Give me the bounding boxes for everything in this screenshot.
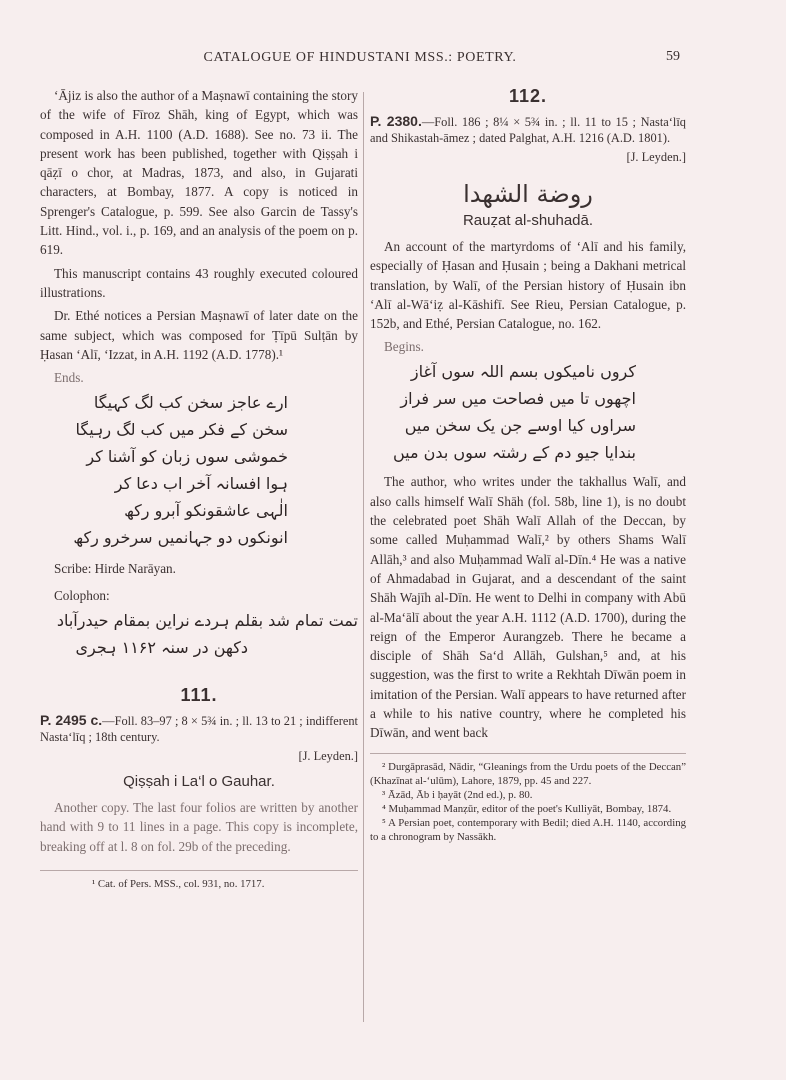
colophon-label: Colophon: (54, 588, 110, 604)
attribution-leyden: [J. Leyden.] (626, 150, 686, 164)
footnote-rule (370, 753, 686, 754)
work-title-111: Qiṣṣah i La‘l o Gauhar. (123, 773, 275, 791)
ends-verses (40, 389, 358, 551)
ends-label: Ends. (54, 370, 84, 386)
begins-verses (370, 358, 686, 466)
footnote-rule (40, 870, 358, 871)
running-title: CATALOGUE OF HINDUSTANI MSS.: POETRY. (203, 50, 517, 65)
paragraph-illustrations: This manuscript contains 43 roughly executed coloured illustrations. (40, 265, 358, 300)
entry-111-reference (40, 712, 358, 745)
paragraph-ethe: Dr. Ethé notices a Persian Maṣnawī of later date on the same subject, which was composed for Ṭīpū Sulṭān by Ḥasan ‘Alī, ‘Izzat, in A.H. 1192 (A.D. 1778).¹ (40, 308, 358, 362)
colophon-line: تمت تمام شد بقلم ہردے نراین بمقام حیدرآباد (56, 611, 358, 631)
page-number: 59 (666, 49, 680, 64)
footnote-2: ² Durgāprasād, Nādir, “Gleanings from the Urdu poets of the Deccan” (Khazīnat al-‘ulūm), Lahore, 1879, pp. 45 and 227. (370, 760, 686, 787)
verse-line: الٰہی عاشقونکو آبرو رکھ (124, 501, 288, 521)
arabic-title: روضة الشهدا (463, 180, 593, 208)
entry-number-111: 111. (180, 685, 218, 706)
colophon-text (40, 607, 358, 661)
footnote-3: ³ Āzād, Āb i ḥayāt (2nd ed.), p. 80. (382, 788, 533, 801)
physical-description: —Foll. 186 ; 8¼ × 5¾ in. ; ll. 11 to 15 ; Nasta‘līq and Shikastah-āmez ; dated Palghat, A.H. 1216 (A.D. 1801). (370, 115, 686, 145)
paragraph-rauzat: An account of the martyrdoms of ‘Alī and his family, especially of Ḥasan and Ḥusain ; being a Dakhani metrical translation, by Walī, of the Persian history of Ḥusain ibn ‘Alī al-Wā‘iẓ al-Kāshifī. See Rieu, Persian Catalogue, p. 152b, and Ethé, Persian Catalogue, no. 162. (370, 239, 686, 332)
footnote-1: ¹ Cat. of Pers. MSS., col. 931, no. 1717. (92, 878, 265, 891)
verse-line: اچھوں تا میں فصاحت میں سر فراز (400, 389, 636, 409)
verse-line: بندایا جیو دم کے رشتہ سوں بدن میں (393, 443, 636, 463)
paragraph-ajiz: ‘Ājiz is also the author of a Maṣnawī containing the story of the wife of Fīroz Shāh, king of Egypt, which was composed in A.H. 1100 (A.D. 1688). See no. 73 ii. The present work has been published, together with Qiṣṣah i qāẓī o chor, at Madras, 1873, and also, in Gujarati characters, at Bombay, 1877. A copy is noticed in Sprenger's Catalogue, p. 599. See also Garcin de Tassy's Litt. Hind., vol. i., p. 169, and an analysis of the poem on p. 619. (40, 88, 358, 258)
shelfmark: P. 2380. (370, 113, 422, 129)
column-divider (363, 92, 364, 1022)
verse-line: انونکوں دو جہانمیں سرخرو رکھ (73, 528, 288, 548)
paragraph-wali: The author, who writes under the takhallus Walī, and also calls himself Walī Shāh (fol. 58b, line 1), is no doubt the celebrated poet Shāh Walī Allah of the Deccan, by some called Muḥammad Walī,² by others Shams Walī Allāh,³ and also Muḥammad Walī al-Dīn.⁴ He was a native of Ahmadabad in Gujarat, and a descendant of the saint Shāh Wajīh al-Dīn. He went to Delhi in company with Abū al-Ma‘ālī about the year A.H. 1112 (A.D. 1700), during the reign of the Emperor Aurangzeb. There he became a disciple of Shāh Sa‘d Allāh, Gulshan,⁵ and, at his suggestion, was the first to write a Rekhtah Dīwān poem in imitation of the Persian. Walī appears to have returned after a while to his native country, where he completed his Dīwān, and went back (370, 474, 686, 741)
entry-111-text: Another copy. The last four folios are written by another hand with 9 to 11 lines in a page. This copy is incomplete, breaking off at l. 8 on fol. 29b of the preceding. (40, 800, 358, 854)
colophon-line: دکھن در سنہ ۱۱۶۲ ہجری (75, 638, 248, 658)
verse-line: کروں نامیکوں بسم اللہ سوں آغاز (410, 362, 636, 382)
verse-line: سخن کے فکر میں کب لگ رہیگا (75, 420, 288, 440)
work-title-112: Rauẓat al-shuhadā. (462, 212, 594, 229)
verse-line: ارے عاجز سخن کب لگ کہیگا (93, 393, 288, 413)
entry-112-reference (370, 113, 686, 146)
scribe-line: Scribe: Hirde Narāyan. (54, 561, 176, 577)
verse-line: ہوا افسانہ آخر اب دعا کر (114, 474, 288, 494)
footnote-4: ⁴ Muḥammad Manẓūr, editor of the poet's Kulliyāt, Bombay, 1874. (382, 802, 672, 815)
begins-label: Begins. (384, 339, 424, 355)
attribution-leyden: [J. Leyden.] (298, 749, 358, 764)
footnote-5: ⁵ A Persian poet, contemporary with Bedil; died A.H. 1140, according to a chronogram by Nassākh. (370, 816, 686, 843)
left-column (40, 86, 358, 891)
right-column (370, 86, 686, 844)
entry-number-112: 112. (508, 86, 548, 106)
verse-line: خموشی سوں زبان کو آشنا کر (86, 447, 288, 467)
shelfmark: P. 2495 c. (40, 712, 103, 729)
physical-description: —Foll. 83–97 ; 8 × 5¾ in. ; ll. 13 to 21 ; indifferent Nasta‘līq ; 18th century. (40, 714, 358, 745)
verse-line: سراوں کیا اوسے جن یک سخن میں (404, 416, 636, 436)
